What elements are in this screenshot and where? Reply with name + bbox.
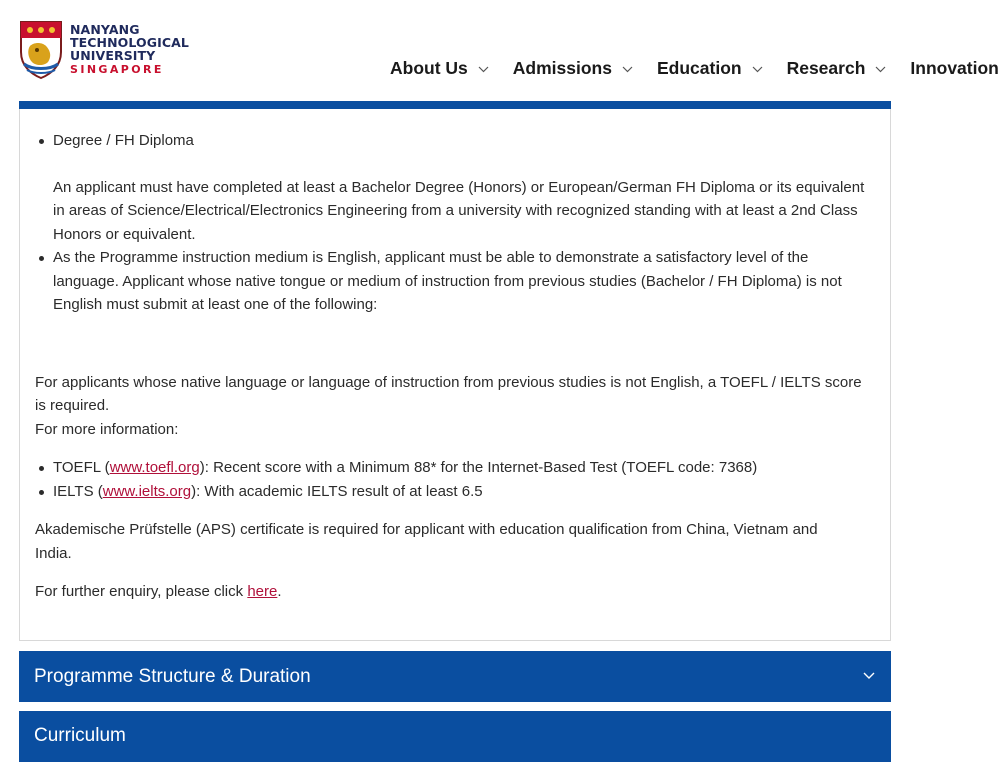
chevron-down-icon	[875, 66, 886, 73]
enquiry-suffix: .	[277, 583, 282, 600]
test-list	[35, 456, 875, 503]
nav-item-label: Education	[656, 58, 742, 78]
main-nav	[390, 58, 999, 79]
nav-item-label: Research	[786, 58, 866, 78]
more-info-text: For more information:	[35, 420, 179, 438]
nav-item-admissions[interactable]	[513, 58, 633, 79]
aps-text: Akademische Prüfstelle (APS) certificate is required for applicant with education qualification from China, Vietnam and India.	[35, 521, 818, 562]
ntu-crest-icon	[18, 20, 64, 80]
chevron-down-icon	[478, 66, 489, 73]
logo-line-4: SINGAPORE	[70, 63, 164, 76]
nav-item-innovation[interactable]	[910, 58, 998, 79]
chevron-down-icon	[863, 672, 875, 680]
admission-requirements-panel	[19, 101, 891, 641]
panel-top-bar	[19, 101, 891, 109]
chevron-down-icon	[622, 66, 633, 73]
accordion-programme-structure[interactable]	[19, 651, 891, 702]
requirements-list	[35, 129, 875, 317]
nav-item-label: Admissions	[512, 58, 612, 78]
logo-wordmark	[70, 23, 189, 76]
degree-text: An applicant must have completed at least a Bachelor Degree (Honors) or European/German FH Diploma or its equivalent in areas of Science/Electrical/Electronics Engineering from a university with recognized standing with at least a 2nd Class Honors or equivalent.	[53, 178, 865, 243]
toefl-prefix: TOEFL (	[53, 459, 110, 476]
degree-heading: Degree / FH Diploma	[53, 132, 194, 149]
enquiry-here-link[interactable]: here	[247, 583, 278, 600]
list-item	[35, 456, 875, 480]
nav-item-research[interactable]	[787, 58, 887, 79]
logo-line-1: NANYANG	[70, 22, 140, 37]
accordion-label: Programme Structure & Duration	[34, 665, 311, 687]
enquiry-text	[35, 580, 875, 604]
nav-item-about-us[interactable]	[390, 58, 489, 79]
logo-line-3: UNIVERSITY	[70, 48, 156, 63]
nav-item-label: About Us	[390, 58, 468, 78]
ielts-prefix: IELTS (	[53, 482, 103, 500]
list-item	[35, 246, 875, 317]
language-text: As the Programme instruction medium is English, applicant must be able to demonstrate a satisfactory level of the language. Applicant whose native tongue or medium of instruction from previous studies (Bachelor / FH Diploma) is not English must submit at least one of the following:	[53, 249, 842, 313]
toefl-suffix: ): Recent score with a Minimum 88* for the Internet-Based Test (TOEFL code: 7368)	[199, 459, 758, 476]
accordion-curriculum[interactable]	[19, 711, 891, 762]
nav-item-education[interactable]	[657, 58, 763, 79]
ntu-logo[interactable]	[18, 20, 189, 80]
list-item	[35, 129, 875, 246]
enquiry-prefix: For further enquiry, please click	[35, 583, 248, 600]
chevron-down-icon	[752, 66, 763, 73]
ielts-suffix: ): With academic IELTS result of at least 6.5	[191, 482, 483, 500]
panel-body	[35, 129, 875, 604]
toefl-requirement-text: For applicants whose native language or language of instruction from previous studies is not English, a TOEFL / IELTS score is required.	[35, 373, 862, 414]
toefl-link[interactable]: www.toefl.org	[109, 459, 200, 476]
logo-line-2: TECHNOLOGICAL	[70, 35, 189, 50]
site-header	[0, 0, 999, 105]
list-item	[35, 480, 875, 504]
accordion-label: Curriculum	[34, 725, 126, 746]
ielts-link[interactable]: www.ielts.org	[102, 482, 192, 500]
nav-item-label: Innovation	[910, 58, 999, 78]
